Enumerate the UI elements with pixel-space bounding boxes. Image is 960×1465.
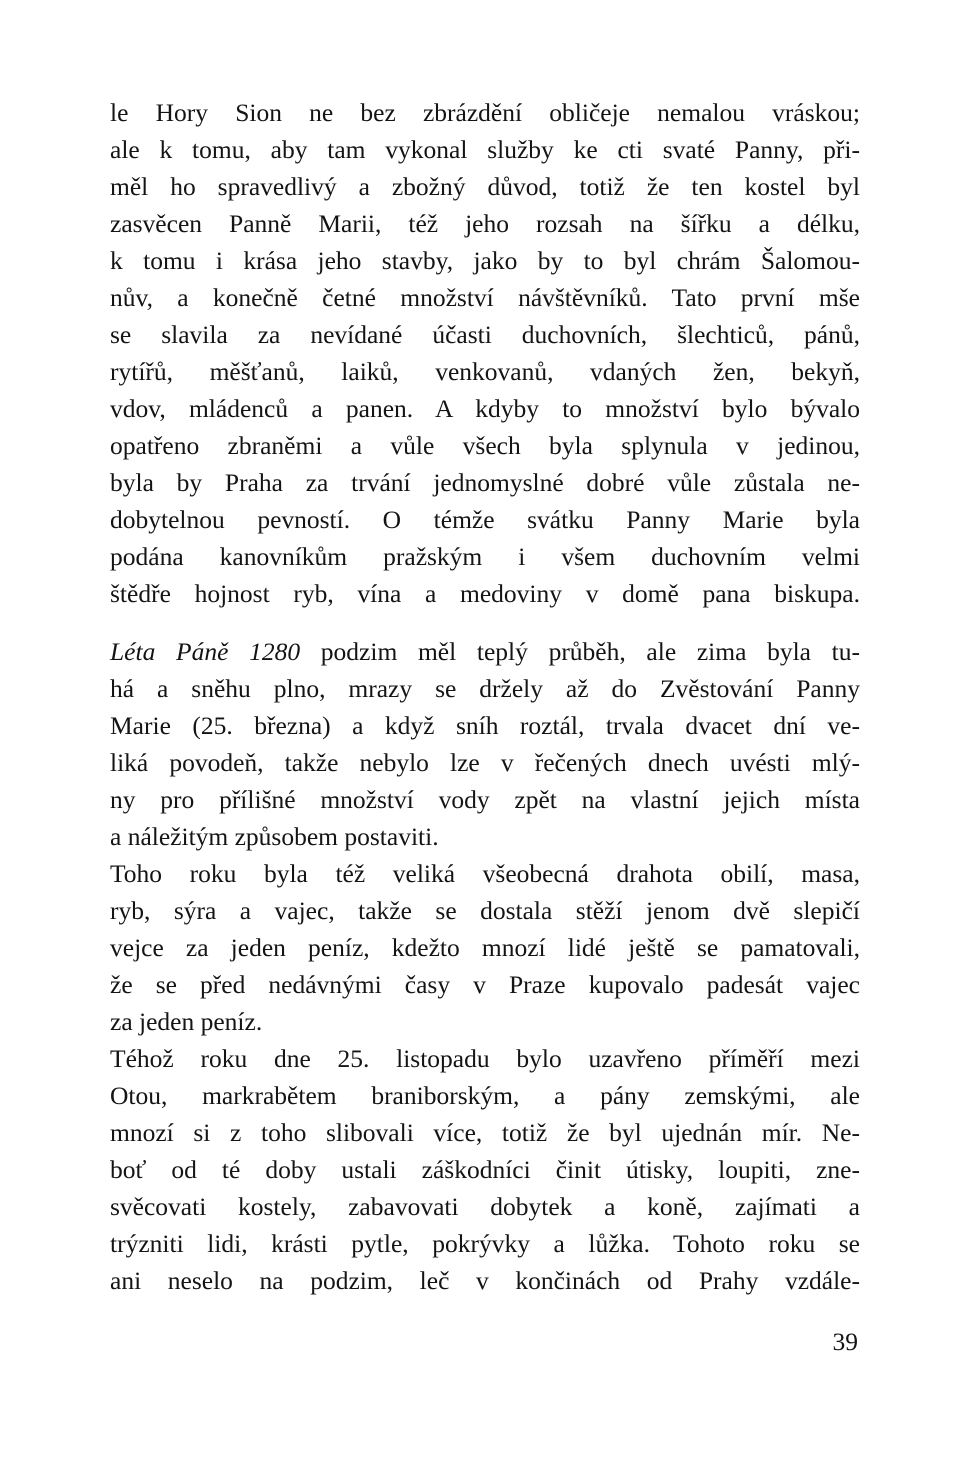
text-line: há a sněhu plno, mrazy se držely až do Zvěstování Panny [110,674,860,703]
text-line: ani neselo na podzim, leč v končinách od Prahy vzdále- [110,1266,860,1295]
text-line: zasvěcen Panně Marii, též jeho rozsah na šířku a délku, [110,209,860,238]
text-line: svěcovati kostely, zabavovati dobytek a koně, zajímati a [110,1192,860,1221]
text-line: trýzniti lidi, krásti pytle, pokrývky a lůžka. Tohoto roku se [110,1229,860,1258]
text-line-rest: podzim měl teplý průběh, ale zima byla tu- [300,637,861,666]
text-line: ny pro přílišné množství vody zpět na vlastní jejich místa [110,785,860,814]
paragraph-4 [110,1040,860,1299]
text-line: Otou, markrabětem braniborským, a pány zemskými, ale [110,1081,860,1110]
text-line: za jeden peníz. [110,1007,263,1036]
text-line: byla by Praha za trvání jednomyslné dobré vůle zůstala ne- [110,468,860,497]
page-number: 39 [832,1327,858,1356]
text-line: se slavila za nevídané účasti duchovních, šlechticů, pánů, [110,320,860,349]
text-line: ale k tomu, aby tam vykonal služby ke cti svaté Panny, při- [110,135,860,164]
text-line: vejce za jeden peníz, kdežto mnozí lidé ještě se pamatovali, [110,933,860,962]
italic-date: Léta Páně 1280 [110,637,301,666]
text-line: liká povodeň, takže nebylo lze v řečených dnech uvésti mlý- [110,748,860,777]
text-line: dobytelnou pevností. O témže svátku Panny Marie byla [110,505,860,534]
text-line: nův, a konečně četné množství návštěvníků. Tato první mše [110,283,860,312]
text-line: měl ho spravedlivý a zbožný důvod, totiž že ten kostel byl [110,172,860,201]
text-line: štědře hojnost ryb, vína a medoviny v domě pana biskupa. [110,579,860,608]
text-line: Marie (25. března) a když sníh roztál, trvala dvacet dní ve- [110,711,860,740]
text-line: podána kanovníkům pražským i všem duchovním velmi [110,542,860,571]
text-line: Toho roku byla též veliká všeobecná drahota obilí, masa, [110,859,860,888]
paragraph-spacer [110,612,860,633]
text-line: boť od té doby ustali záškodníci činit útisky, loupiti, zne- [110,1155,860,1184]
text-line: k tomu i krása jeho stavby, jako by to byl chrám Šalomou- [110,246,860,275]
text-line: ryb, sýra a vajec, takže se dostala stěží jenom dvě slepičí [110,896,860,925]
text-line: rytířů, měšťanů, laiků, venkovanů, vdaných žen, bekyň, [110,357,860,386]
text-line: Téhož roku dne 25. listopadu bylo uzavřeno příměří mezi [110,1044,860,1073]
paragraph-2 [110,633,860,855]
paragraph-3 [110,855,860,1040]
text-line: mnozí si z toho slibovali více, totiž že byl ujednán mír. Ne- [110,1118,860,1147]
text-line: vdov, mládenců a panen. A kdyby to množství bylo bývalo [110,394,860,423]
text-line: le Hory Sion ne bez zbrázdění obličeje nemalou vráskou; [110,98,860,127]
text-line: opatřeno zbraněmi a vůle všech byla splynula v jedinou, [110,431,860,460]
text-line-with-date [110,633,860,670]
book-page-text [110,94,860,1299]
text-line: že se před nedávnými časy v Praze kupovalo padesát vajec [110,970,860,999]
text-line: a náležitým způsobem postaviti. [110,822,439,851]
paragraph-1 [110,94,860,612]
